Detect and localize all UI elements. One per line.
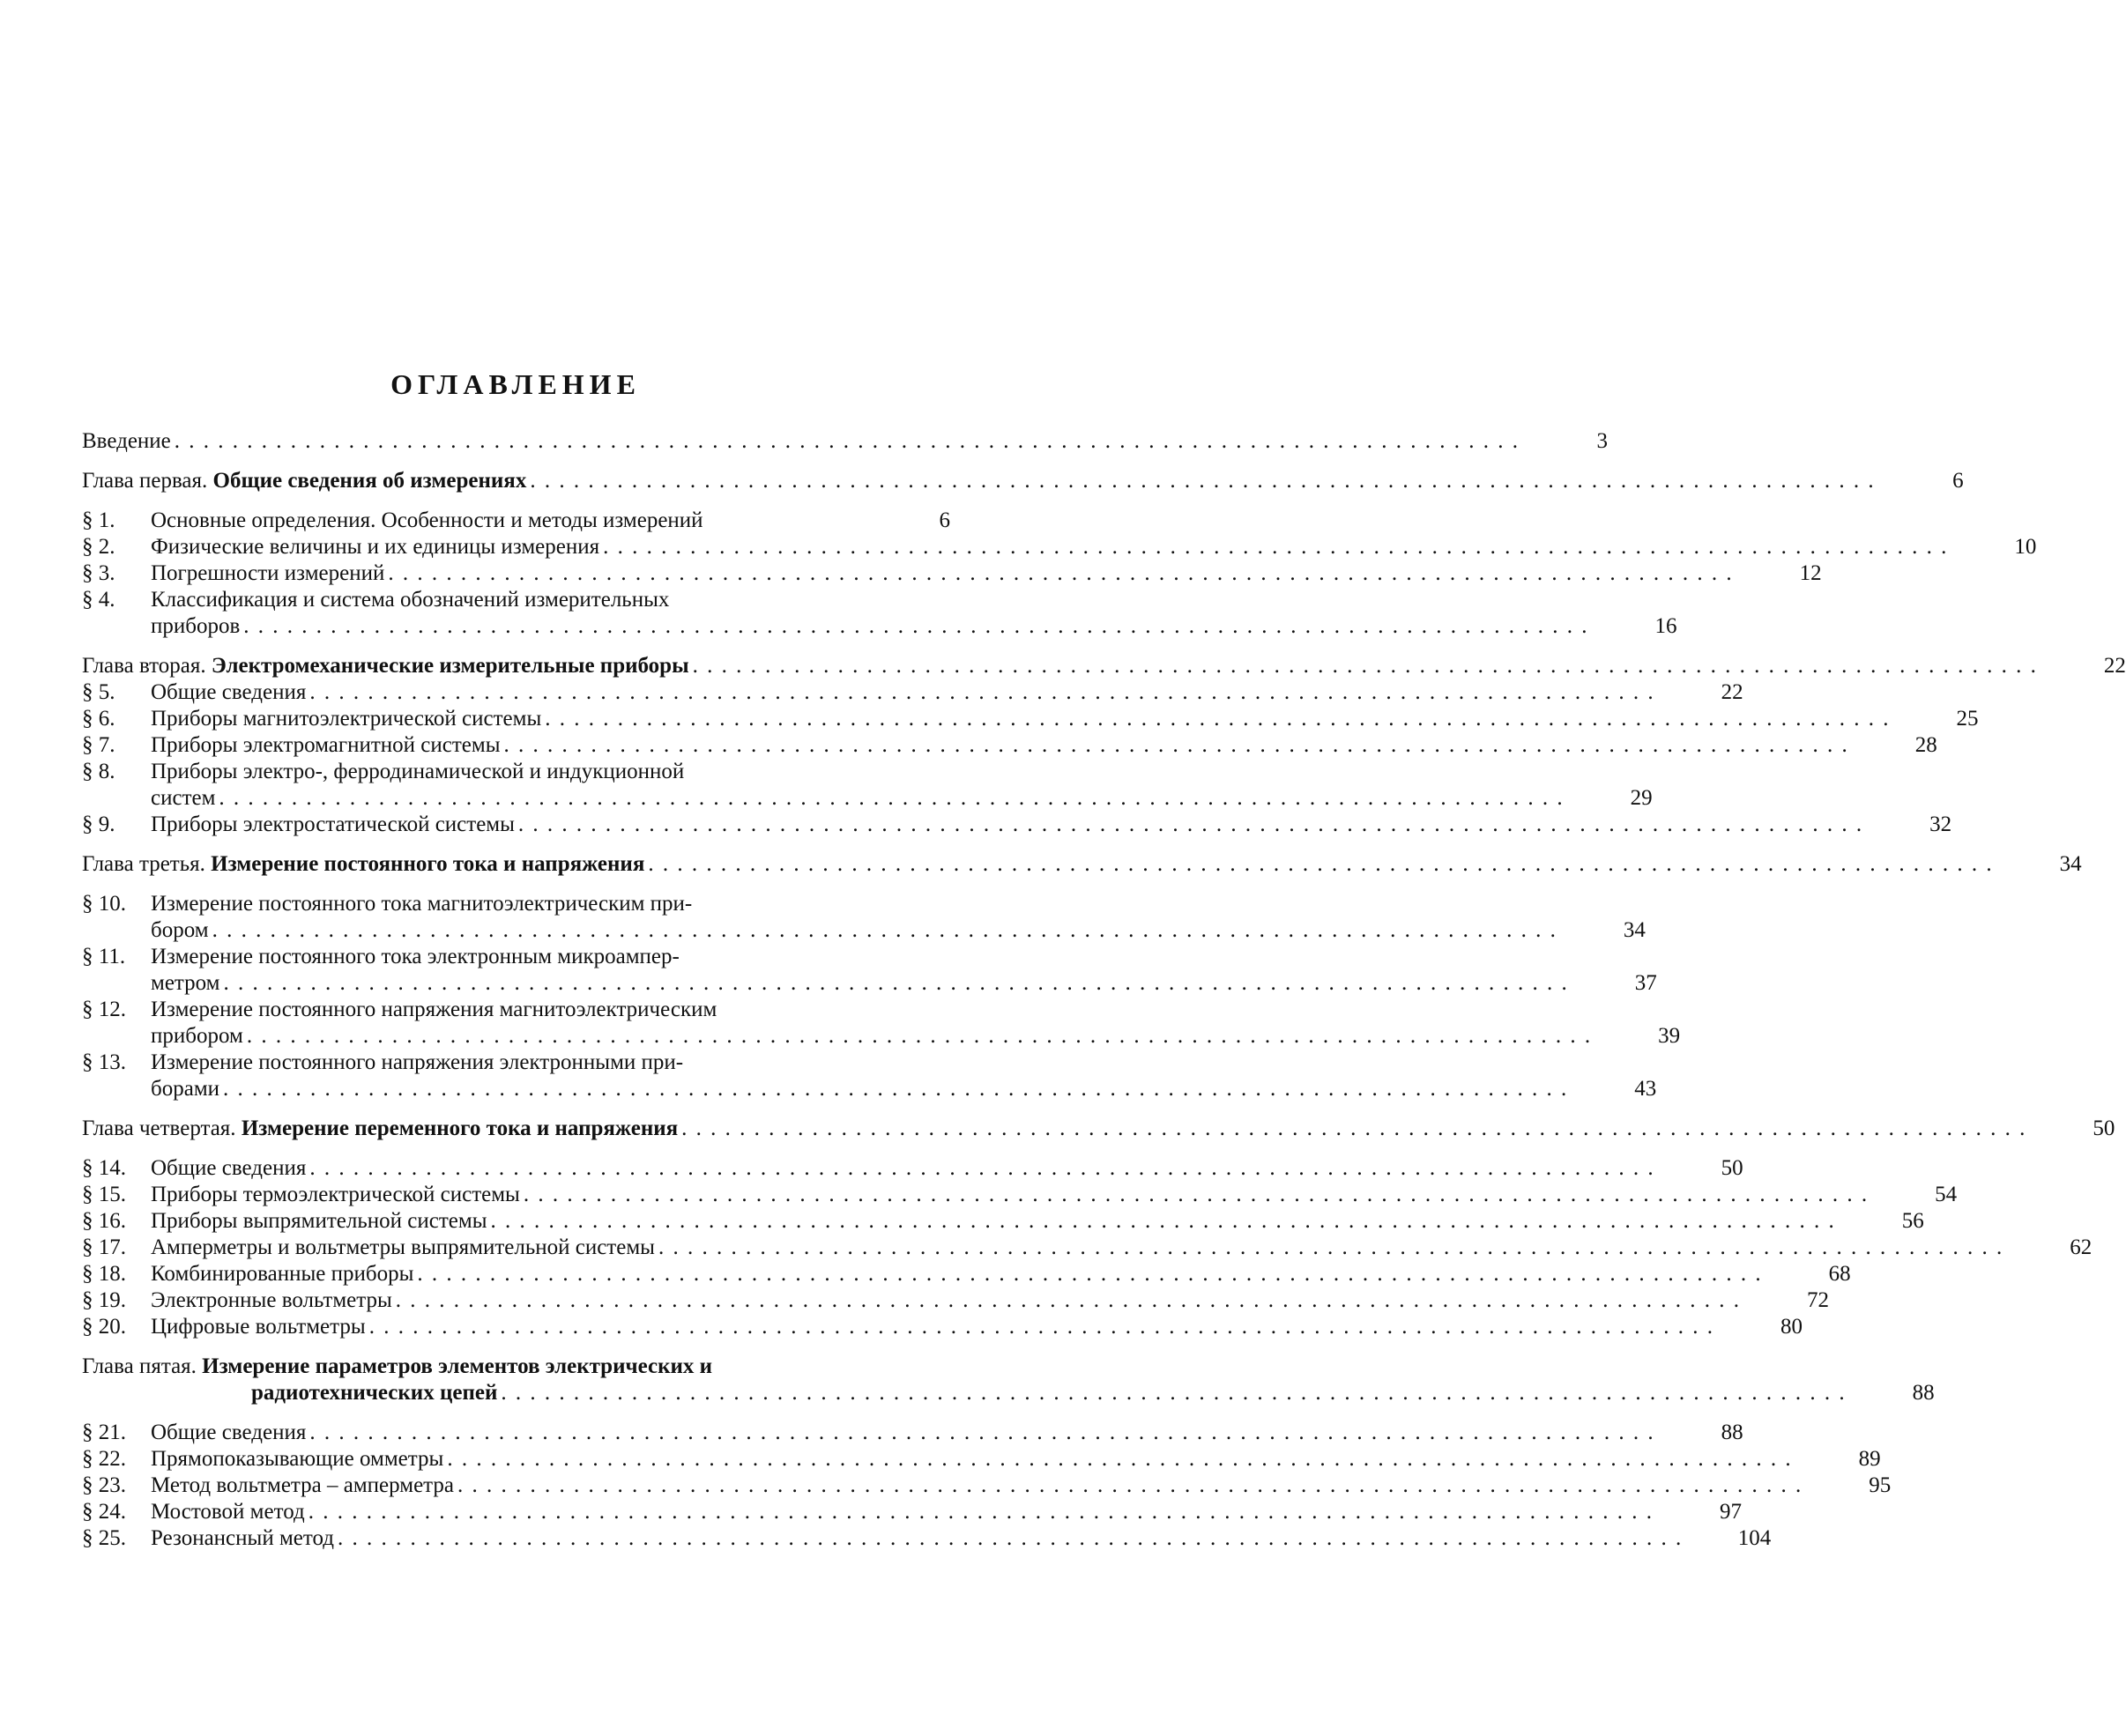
section-number: § 16. bbox=[82, 1209, 126, 1233]
toc-section-8-continued[interactable] bbox=[82, 785, 1653, 812]
toc-chapter-1[interactable] bbox=[82, 468, 1964, 494]
toc-section-19[interactable] bbox=[82, 1287, 1830, 1314]
page-number: 62 bbox=[2070, 1235, 2093, 1259]
entry-text-line-2: систем bbox=[151, 786, 216, 810]
entry-text: Резонансный метод bbox=[151, 1526, 334, 1550]
page-number: 50 bbox=[1721, 1156, 1743, 1180]
page-number: 28 bbox=[1914, 733, 1937, 757]
section-number: § 5. bbox=[82, 680, 115, 704]
page-number: 29 bbox=[1630, 786, 1653, 810]
section-number: § 19. bbox=[82, 1288, 126, 1312]
page-number: 56 bbox=[1901, 1209, 1924, 1233]
toc-section-9[interactable] bbox=[82, 812, 1952, 838]
chapter-prefix: Глава первая. bbox=[82, 469, 208, 493]
toc-section-24[interactable] bbox=[82, 1499, 1742, 1525]
entry-text: Приборы магнитоэлектрической системы bbox=[151, 707, 542, 731]
leader-dots bbox=[247, 1023, 1592, 1050]
leader-dots bbox=[219, 785, 1564, 812]
toc-section-17[interactable] bbox=[82, 1235, 2093, 1261]
page-number: 54 bbox=[1935, 1183, 1958, 1206]
section-number: § 2. bbox=[82, 535, 115, 559]
chapter-heading bbox=[82, 1354, 712, 1380]
leader-dots bbox=[369, 1314, 1714, 1340]
section-number: § 3. bbox=[82, 561, 115, 585]
entry-text-line-2: прибором bbox=[151, 1024, 243, 1048]
leader-dots bbox=[648, 851, 1993, 878]
leader-dots bbox=[388, 560, 1733, 587]
entry-text-line-1: Измерение постоянного напряжения магнитоэлектрическим bbox=[151, 998, 717, 1021]
table-of-contents bbox=[82, 428, 2126, 1552]
section-number: § 17. bbox=[82, 1235, 126, 1259]
section-number: § 25. bbox=[82, 1526, 126, 1550]
leader-dots bbox=[212, 917, 1557, 944]
toc-section-10-continued[interactable] bbox=[82, 917, 1646, 944]
leader-dots bbox=[309, 679, 1654, 706]
chapter-heading bbox=[82, 653, 689, 679]
page-number: 37 bbox=[1634, 971, 1657, 995]
entry-text-line-1: Приборы электро-, ферродинамической и индукционной bbox=[151, 760, 685, 783]
toc-section-7[interactable] bbox=[82, 732, 1937, 759]
leader-dots bbox=[396, 1287, 1741, 1314]
chapter-prefix: Глава третья. bbox=[82, 852, 205, 876]
leader-dots bbox=[518, 812, 1863, 838]
section-number: § 12. bbox=[82, 998, 126, 1021]
section-number: § 1. bbox=[82, 508, 115, 532]
page-number: 22 bbox=[1721, 680, 1743, 704]
leader-dots bbox=[447, 1446, 1792, 1473]
leader-dots bbox=[524, 1182, 1869, 1208]
page-number: 43 bbox=[1634, 1077, 1657, 1101]
toc-section-10[interactable] bbox=[82, 891, 950, 917]
toc-section-1[interactable] bbox=[82, 508, 950, 534]
leader-dots bbox=[175, 428, 1520, 455]
page-number: 22 bbox=[2103, 654, 2126, 678]
section-number: § 7. bbox=[82, 733, 115, 757]
entry-text: Прямопоказывающие омметры bbox=[151, 1447, 444, 1471]
section-number: § 8. bbox=[82, 760, 115, 783]
toc-section-25[interactable] bbox=[82, 1525, 1772, 1552]
toc-section-12-continued[interactable] bbox=[82, 1023, 1681, 1050]
page-number: 16 bbox=[1654, 614, 1677, 638]
chapter-prefix: Глава вторая. bbox=[82, 654, 206, 678]
leader-dots bbox=[530, 468, 1875, 494]
toc-section-4-continued[interactable] bbox=[82, 613, 1677, 640]
entry-text: Введение bbox=[82, 429, 171, 453]
toc-section-6[interactable] bbox=[82, 706, 1979, 732]
leader-dots bbox=[417, 1261, 1762, 1287]
leader-dots bbox=[658, 1235, 2003, 1261]
section-number: § 22. bbox=[82, 1447, 126, 1471]
entry-text: Физические величины и их единицы измерения bbox=[151, 535, 600, 559]
entry-text: Приборы термоэлектрической системы bbox=[151, 1183, 520, 1206]
leader-dots bbox=[338, 1525, 1683, 1552]
page-number: 88 bbox=[1912, 1381, 1935, 1405]
page-number: 72 bbox=[1807, 1288, 1830, 1312]
entry-text: Приборы выпрямительной системы bbox=[151, 1209, 487, 1233]
toc-chapter-4[interactable] bbox=[82, 1116, 2115, 1142]
page-number: 95 bbox=[1869, 1473, 1892, 1497]
entry-text: Общие сведения bbox=[151, 1156, 307, 1180]
toc-chapter-5-continued[interactable] bbox=[82, 1380, 1935, 1406]
page-number: 12 bbox=[1799, 561, 1822, 585]
leader-dots bbox=[603, 534, 1948, 560]
toc-chapter-3[interactable] bbox=[82, 851, 2082, 878]
leader-dots bbox=[491, 1208, 1836, 1235]
page-title: ОГЛАВЛЕНИЕ bbox=[390, 368, 641, 400]
leader-dots bbox=[504, 732, 1849, 759]
chapter-name-line-2: радиотехнических цепей bbox=[251, 1381, 498, 1405]
section-number: § 14. bbox=[82, 1156, 126, 1180]
chapter-name: Измерение переменного тока и напряжения bbox=[241, 1117, 679, 1140]
toc-section-16[interactable] bbox=[82, 1208, 1924, 1235]
entry-text: Погрешности измерений bbox=[151, 561, 385, 585]
section-number: § 24. bbox=[82, 1500, 126, 1524]
entry-text: Мостовой метод bbox=[151, 1500, 305, 1524]
chapter-prefix: Глава четвертая. bbox=[82, 1117, 236, 1140]
chapter-heading bbox=[82, 1116, 678, 1142]
toc-section-2[interactable] bbox=[82, 534, 2037, 560]
toc-section-21[interactable] bbox=[82, 1420, 1743, 1446]
page-number: 10 bbox=[2014, 535, 2037, 559]
entry-text: Цифровые вольтметры bbox=[151, 1315, 366, 1339]
leader-dots bbox=[308, 1499, 1654, 1525]
entry-text: Основные определения. Особенности и методы измерений bbox=[151, 508, 703, 532]
entry-text: Амперметры и вольтметры выпрямительной системы bbox=[151, 1235, 655, 1259]
page-number: 32 bbox=[1929, 812, 1952, 836]
leader-dots bbox=[693, 653, 2038, 679]
page-number: 89 bbox=[1858, 1447, 1881, 1471]
section-number: § 15. bbox=[82, 1183, 126, 1206]
page-number: 34 bbox=[2059, 852, 2082, 876]
leader-dots bbox=[545, 706, 1890, 732]
section-number: § 18. bbox=[82, 1262, 126, 1286]
chapter-heading bbox=[82, 851, 644, 878]
section-number: § 20. bbox=[82, 1315, 126, 1339]
chapter-name: Общие сведения об измерениях bbox=[212, 469, 527, 493]
toc-section-12[interactable] bbox=[82, 997, 950, 1023]
entry-text-line-2: борами bbox=[151, 1077, 220, 1101]
page-number: 97 bbox=[1719, 1500, 1742, 1524]
page-number: 25 bbox=[1956, 707, 1979, 731]
entry-text-line-1: Классификация и система обозначений измерительных bbox=[151, 588, 670, 612]
toc-entry-intro[interactable] bbox=[82, 428, 1609, 455]
leader-dots bbox=[457, 1473, 1803, 1499]
chapter-name: Измерение постоянного тока и напряжения bbox=[211, 852, 645, 876]
entry-text-line-1: Измерение постоянного тока магнитоэлектрическим при- bbox=[151, 892, 693, 916]
entry-text: Электронные вольтметры bbox=[151, 1288, 392, 1312]
toc-section-14[interactable] bbox=[82, 1155, 1743, 1182]
toc-section-3[interactable] bbox=[82, 560, 1822, 587]
page-number: 6 bbox=[1952, 469, 1964, 493]
leader-dots bbox=[681, 1116, 2026, 1142]
section-number: § 6. bbox=[82, 707, 115, 731]
entry-text: Общие сведения bbox=[151, 680, 307, 704]
page-number: 68 bbox=[1828, 1262, 1851, 1286]
section-number: § 21. bbox=[82, 1421, 126, 1444]
chapter-name-line-1: Измерение параметров элементов электрических и bbox=[202, 1354, 713, 1378]
toc-section-5[interactable] bbox=[82, 679, 1743, 706]
entry-text: Приборы электростатической системы bbox=[151, 812, 515, 836]
toc-section-4[interactable] bbox=[82, 587, 950, 613]
page-number: 6 bbox=[939, 508, 950, 532]
toc-section-8[interactable] bbox=[82, 759, 950, 785]
leader-dots bbox=[223, 1076, 1568, 1102]
section-number: § 13. bbox=[82, 1050, 126, 1074]
leader-dots bbox=[309, 1420, 1654, 1446]
entry-text: Приборы электромагнитной системы bbox=[151, 733, 501, 757]
entry-text-line-2: метром bbox=[151, 971, 220, 995]
entry-text-line-2: приборов bbox=[151, 614, 241, 638]
entry-text-line-1: Измерение постоянного тока электронным микроампер- bbox=[151, 945, 680, 968]
leader-dots bbox=[224, 970, 1569, 997]
toc-section-15[interactable] bbox=[82, 1182, 1958, 1208]
entry-text: Общие сведения bbox=[151, 1421, 307, 1444]
page-number: 34 bbox=[1623, 918, 1646, 942]
toc-section-22[interactable] bbox=[82, 1446, 1881, 1473]
toc-chapter-2[interactable] bbox=[82, 653, 2126, 679]
toc-section-13[interactable] bbox=[82, 1050, 950, 1076]
section-number: § 9. bbox=[82, 812, 115, 836]
leader-dots bbox=[501, 1380, 1846, 1406]
page-number: 39 bbox=[1658, 1024, 1681, 1048]
leader-dots bbox=[243, 613, 1588, 640]
toc-section-18[interactable] bbox=[82, 1261, 1851, 1287]
toc-chapter-5[interactable] bbox=[82, 1354, 950, 1380]
page-number: 88 bbox=[1721, 1421, 1743, 1444]
section-number: § 23. bbox=[82, 1473, 126, 1497]
chapter-heading bbox=[82, 468, 526, 494]
entry-text-line-2: бором bbox=[151, 918, 209, 942]
toc-section-13-continued[interactable] bbox=[82, 1076, 1657, 1102]
page-number: 50 bbox=[2093, 1117, 2115, 1140]
entry-text: Комбинированные приборы bbox=[151, 1262, 414, 1286]
chapter-name: Электромеханические измерительные приборы bbox=[211, 654, 689, 678]
leader-dots bbox=[309, 1155, 1654, 1182]
page-number: 3 bbox=[1596, 429, 1609, 453]
section-number: § 11. bbox=[82, 945, 126, 968]
toc-section-20[interactable] bbox=[82, 1314, 1803, 1340]
chapter-prefix: Глава пятая. bbox=[82, 1354, 197, 1378]
page-number: 80 bbox=[1780, 1315, 1803, 1339]
section-number: § 10. bbox=[82, 892, 126, 916]
toc-section-11[interactable] bbox=[82, 944, 950, 970]
toc-section-11-continued[interactable] bbox=[82, 970, 1657, 997]
toc-section-23[interactable] bbox=[82, 1473, 1892, 1499]
page-number: 104 bbox=[1737, 1526, 1772, 1550]
entry-text: Метод вольтметра – амперметра bbox=[151, 1473, 454, 1497]
entry-text-line-1: Измерение постоянного напряжения электронными при- bbox=[151, 1050, 684, 1074]
section-number: § 4. bbox=[82, 588, 115, 612]
